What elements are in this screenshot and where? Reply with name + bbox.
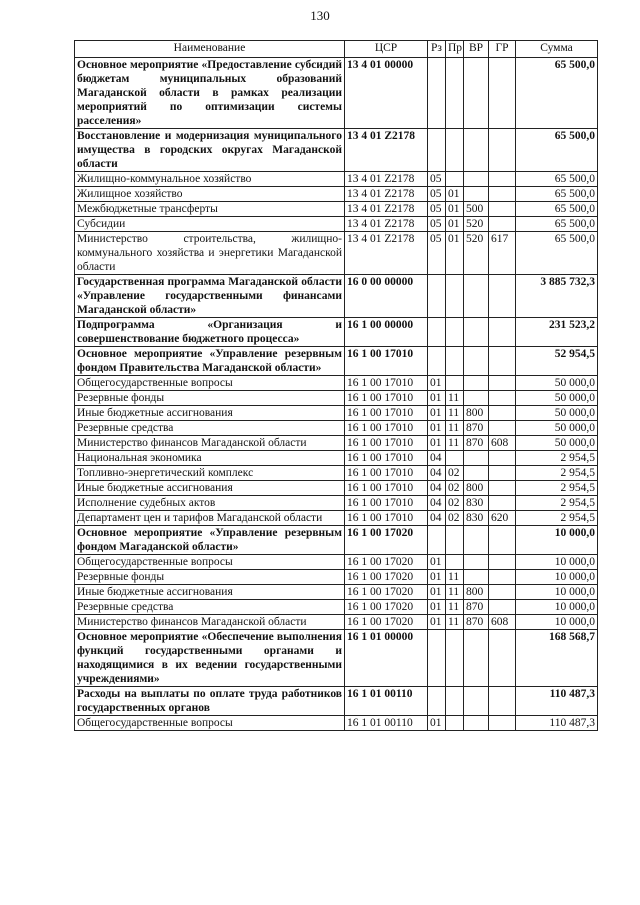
header-pr: Пр [446, 41, 464, 58]
table-row [75, 570, 598, 585]
cell-pr: 11 [446, 421, 464, 436]
cell-sum: 2 954,5 [516, 466, 598, 481]
cell-gr [489, 187, 516, 202]
cell-name: Резервные средства [75, 421, 345, 436]
table-header-row [75, 41, 598, 58]
cell-vr: 520 [464, 232, 489, 275]
cell-sum: 2 954,5 [516, 511, 598, 526]
cell-name: Департамент цен и тарифов Магаданской области [75, 511, 345, 526]
cell-gr [489, 451, 516, 466]
table-row [75, 232, 598, 275]
cell-vr [464, 347, 489, 376]
table-body [75, 58, 598, 731]
cell-csr: 16 1 00 17020 [345, 570, 428, 585]
cell-csr: 13 4 01 Z2178 [345, 232, 428, 275]
cell-csr: 13 4 01 Z2178 [345, 187, 428, 202]
cell-vr [464, 129, 489, 172]
cell-vr [464, 451, 489, 466]
cell-pr [446, 630, 464, 687]
table-row [75, 511, 598, 526]
cell-sum: 110 487,3 [516, 687, 598, 716]
cell-rz: 01 [428, 421, 446, 436]
cell-csr: 16 1 00 17010 [345, 347, 428, 376]
cell-vr [464, 630, 489, 687]
cell-pr [446, 716, 464, 731]
cell-gr: 617 [489, 232, 516, 275]
cell-rz: 01 [428, 570, 446, 585]
cell-csr: 16 1 00 17010 [345, 391, 428, 406]
cell-gr: 608 [489, 436, 516, 451]
table-row [75, 275, 598, 318]
cell-vr [464, 376, 489, 391]
cell-name: Министерство строительства, жилищно-коммунального хозяйства и энергетики Магаданской области [75, 232, 345, 275]
cell-sum: 2 954,5 [516, 481, 598, 496]
cell-sum: 110 487,3 [516, 716, 598, 731]
cell-pr [446, 555, 464, 570]
cell-vr: 500 [464, 202, 489, 217]
cell-name: Жилищное хозяйство [75, 187, 345, 202]
cell-sum: 50 000,0 [516, 391, 598, 406]
cell-csr: 16 1 00 17010 [345, 421, 428, 436]
cell-csr: 16 1 00 17020 [345, 615, 428, 630]
cell-sum: 2 954,5 [516, 496, 598, 511]
cell-rz [428, 318, 446, 347]
cell-sum: 50 000,0 [516, 436, 598, 451]
cell-sum: 2 954,5 [516, 451, 598, 466]
cell-vr: 830 [464, 511, 489, 526]
cell-name: Основное мероприятие «Управление резервным фондом Правительства Магаданской области» [75, 347, 345, 376]
cell-name: Государственная программа Магаданской области «Управление государственными финансами Магаданской области» [75, 275, 345, 318]
cell-pr [446, 347, 464, 376]
table-row [75, 376, 598, 391]
cell-pr: 01 [446, 187, 464, 202]
cell-pr [446, 172, 464, 187]
cell-gr [489, 585, 516, 600]
cell-pr [446, 526, 464, 555]
cell-gr [489, 275, 516, 318]
cell-vr: 830 [464, 496, 489, 511]
cell-name: Основное мероприятие «Обеспечение выполнения функций государственными органами и находящимися в их ведении государственными учреждениями» [75, 630, 345, 687]
cell-pr: 01 [446, 217, 464, 232]
cell-csr: 13 4 01 00000 [345, 58, 428, 129]
cell-rz [428, 275, 446, 318]
table-row [75, 630, 598, 687]
header-csr: ЦСР [345, 41, 428, 58]
cell-pr [446, 451, 464, 466]
cell-sum: 52 954,5 [516, 347, 598, 376]
table-row [75, 687, 598, 716]
cell-gr [489, 172, 516, 187]
cell-vr: 520 [464, 217, 489, 232]
cell-csr: 16 1 00 17010 [345, 511, 428, 526]
cell-name: Министерство финансов Магаданской области [75, 436, 345, 451]
cell-sum: 231 523,2 [516, 318, 598, 347]
cell-pr [446, 687, 464, 716]
cell-name: Иные бюджетные ассигнования [75, 585, 345, 600]
cell-name: Основное мероприятие «Предоставление субсидий бюджетам муниципальных образований Магаданской области в рамках реализации мероприятий по оптимизации системы расселения» [75, 58, 345, 129]
cell-csr: 16 1 00 17010 [345, 376, 428, 391]
table-row [75, 496, 598, 511]
cell-csr: 13 4 01 Z2178 [345, 202, 428, 217]
cell-rz: 04 [428, 481, 446, 496]
header-sum: Сумма [516, 41, 598, 58]
table-row [75, 129, 598, 172]
cell-vr [464, 275, 489, 318]
cell-rz: 04 [428, 496, 446, 511]
cell-sum: 10 000,0 [516, 615, 598, 630]
cell-vr [464, 687, 489, 716]
cell-rz: 01 [428, 585, 446, 600]
cell-gr: 620 [489, 511, 516, 526]
cell-pr: 11 [446, 585, 464, 600]
cell-pr: 01 [446, 202, 464, 217]
cell-pr: 11 [446, 600, 464, 615]
cell-vr [464, 187, 489, 202]
cell-rz: 01 [428, 716, 446, 731]
cell-rz [428, 347, 446, 376]
cell-rz: 05 [428, 172, 446, 187]
header-gr: ГР [489, 41, 516, 58]
cell-gr [489, 687, 516, 716]
cell-sum: 10 000,0 [516, 600, 598, 615]
table-row [75, 202, 598, 217]
cell-sum: 65 500,0 [516, 129, 598, 172]
cell-sum: 65 500,0 [516, 217, 598, 232]
cell-csr: 13 4 01 Z2178 [345, 172, 428, 187]
cell-gr [489, 630, 516, 687]
cell-pr: 02 [446, 466, 464, 481]
cell-csr: 16 0 00 00000 [345, 275, 428, 318]
cell-rz [428, 58, 446, 129]
page-number: 130 [310, 8, 330, 23]
cell-pr [446, 58, 464, 129]
cell-name: Общегосударственные вопросы [75, 555, 345, 570]
table-row [75, 466, 598, 481]
cell-pr: 11 [446, 436, 464, 451]
cell-gr [489, 347, 516, 376]
cell-sum: 65 500,0 [516, 187, 598, 202]
cell-pr: 11 [446, 391, 464, 406]
cell-rz [428, 630, 446, 687]
cell-gr [489, 202, 516, 217]
cell-pr [446, 275, 464, 318]
cell-rz: 01 [428, 600, 446, 615]
table-row [75, 716, 598, 731]
cell-gr [489, 555, 516, 570]
cell-gr [489, 58, 516, 129]
table-row [75, 615, 598, 630]
cell-rz: 05 [428, 232, 446, 275]
cell-rz: 04 [428, 466, 446, 481]
cell-vr: 870 [464, 615, 489, 630]
cell-csr: 13 4 01 Z2178 [345, 217, 428, 232]
cell-rz: 01 [428, 376, 446, 391]
header-vr: ВР [464, 41, 489, 58]
cell-rz [428, 129, 446, 172]
cell-csr: 16 1 00 17010 [345, 481, 428, 496]
cell-csr: 16 1 00 17020 [345, 526, 428, 555]
table-row [75, 406, 598, 421]
cell-rz: 01 [428, 555, 446, 570]
table-row [75, 585, 598, 600]
table-row [75, 421, 598, 436]
cell-vr: 870 [464, 436, 489, 451]
table-row [75, 187, 598, 202]
cell-name: Резервные средства [75, 600, 345, 615]
header-rz: Рз [428, 41, 446, 58]
cell-vr [464, 58, 489, 129]
cell-gr [489, 376, 516, 391]
cell-csr: 16 1 00 17020 [345, 600, 428, 615]
table-row [75, 555, 598, 570]
header-name: Наименование [75, 41, 345, 58]
cell-sum: 10 000,0 [516, 570, 598, 585]
cell-vr [464, 391, 489, 406]
cell-name: Иные бюджетные ассигнования [75, 406, 345, 421]
cell-sum: 3 885 732,3 [516, 275, 598, 318]
cell-csr: 16 1 00 00000 [345, 318, 428, 347]
cell-name: Исполнение судебных актов [75, 496, 345, 511]
table-row [75, 347, 598, 376]
cell-csr: 16 1 00 17010 [345, 496, 428, 511]
cell-name: Общегосударственные вопросы [75, 716, 345, 731]
cell-csr: 13 4 01 Z2178 [345, 129, 428, 172]
cell-sum: 50 000,0 [516, 406, 598, 421]
cell-vr [464, 570, 489, 585]
cell-rz: 01 [428, 406, 446, 421]
cell-name: Национальная экономика [75, 451, 345, 466]
cell-gr [489, 481, 516, 496]
cell-pr: 01 [446, 232, 464, 275]
cell-name: Резервные фонды [75, 391, 345, 406]
cell-sum: 65 500,0 [516, 172, 598, 187]
cell-vr: 800 [464, 481, 489, 496]
cell-pr: 02 [446, 511, 464, 526]
cell-name: Восстановление и модернизация муниципального имущества в городских округах Магаданской области [75, 129, 345, 172]
cell-rz: 01 [428, 615, 446, 630]
cell-rz: 05 [428, 187, 446, 202]
cell-pr [446, 318, 464, 347]
cell-sum: 10 000,0 [516, 555, 598, 570]
cell-gr [489, 526, 516, 555]
budget-table [74, 40, 598, 731]
cell-vr [464, 466, 489, 481]
cell-csr: 16 1 01 00110 [345, 687, 428, 716]
cell-name: Межбюджетные трансферты [75, 202, 345, 217]
cell-gr: 608 [489, 615, 516, 630]
cell-gr [489, 318, 516, 347]
cell-sum: 50 000,0 [516, 376, 598, 391]
cell-csr: 16 1 00 17010 [345, 436, 428, 451]
cell-sum: 168 568,7 [516, 630, 598, 687]
cell-rz: 04 [428, 511, 446, 526]
cell-pr [446, 376, 464, 391]
cell-vr: 870 [464, 600, 489, 615]
cell-gr [489, 496, 516, 511]
cell-name: Подпрограмма «Организация и совершенствование бюджетного процесса» [75, 318, 345, 347]
cell-vr: 870 [464, 421, 489, 436]
cell-name: Субсидии [75, 217, 345, 232]
cell-rz: 05 [428, 202, 446, 217]
cell-pr: 11 [446, 615, 464, 630]
table-row [75, 172, 598, 187]
cell-csr: 16 1 01 00000 [345, 630, 428, 687]
cell-sum: 50 000,0 [516, 421, 598, 436]
cell-pr: 11 [446, 570, 464, 585]
cell-csr: 16 1 00 17020 [345, 585, 428, 600]
cell-gr [489, 391, 516, 406]
cell-name: Общегосударственные вопросы [75, 376, 345, 391]
cell-sum: 10 000,0 [516, 585, 598, 600]
cell-rz: 01 [428, 391, 446, 406]
cell-rz: 04 [428, 451, 446, 466]
cell-name: Основное мероприятие «Управление резервным фондом Магаданской области» [75, 526, 345, 555]
cell-csr: 16 1 00 17010 [345, 451, 428, 466]
cell-vr [464, 172, 489, 187]
table-row [75, 600, 598, 615]
cell-gr [489, 600, 516, 615]
cell-gr [489, 129, 516, 172]
cell-csr: 16 1 00 17010 [345, 406, 428, 421]
cell-vr [464, 318, 489, 347]
table-row [75, 451, 598, 466]
cell-vr [464, 716, 489, 731]
cell-name: Расходы на выплаты по оплате труда работников государственных органов [75, 687, 345, 716]
cell-csr: 16 1 01 00110 [345, 716, 428, 731]
table-row [75, 481, 598, 496]
cell-gr [489, 466, 516, 481]
cell-sum: 65 500,0 [516, 202, 598, 217]
cell-vr [464, 555, 489, 570]
cell-gr [489, 716, 516, 731]
table-row [75, 217, 598, 232]
cell-sum: 65 500,0 [516, 232, 598, 275]
table-row [75, 318, 598, 347]
cell-sum: 10 000,0 [516, 526, 598, 555]
cell-name: Топливно-энергетический комплекс [75, 466, 345, 481]
cell-pr [446, 129, 464, 172]
cell-name: Иные бюджетные ассигнования [75, 481, 345, 496]
cell-pr: 02 [446, 496, 464, 511]
cell-rz [428, 526, 446, 555]
cell-gr [489, 570, 516, 585]
cell-sum: 65 500,0 [516, 58, 598, 129]
cell-csr: 16 1 00 17020 [345, 555, 428, 570]
table-row [75, 526, 598, 555]
cell-gr [489, 217, 516, 232]
cell-gr [489, 421, 516, 436]
cell-gr [489, 406, 516, 421]
cell-vr: 800 [464, 406, 489, 421]
cell-vr: 800 [464, 585, 489, 600]
cell-name: Жилищно-коммунальное хозяйство [75, 172, 345, 187]
cell-rz: 01 [428, 436, 446, 451]
cell-csr: 16 1 00 17010 [345, 466, 428, 481]
cell-vr [464, 526, 489, 555]
cell-rz [428, 687, 446, 716]
table-row [75, 58, 598, 129]
cell-rz: 05 [428, 217, 446, 232]
cell-pr: 11 [446, 406, 464, 421]
table-row [75, 391, 598, 406]
table-row [75, 436, 598, 451]
cell-pr: 02 [446, 481, 464, 496]
cell-name: Министерство финансов Магаданской области [75, 615, 345, 630]
cell-name: Резервные фонды [75, 570, 345, 585]
